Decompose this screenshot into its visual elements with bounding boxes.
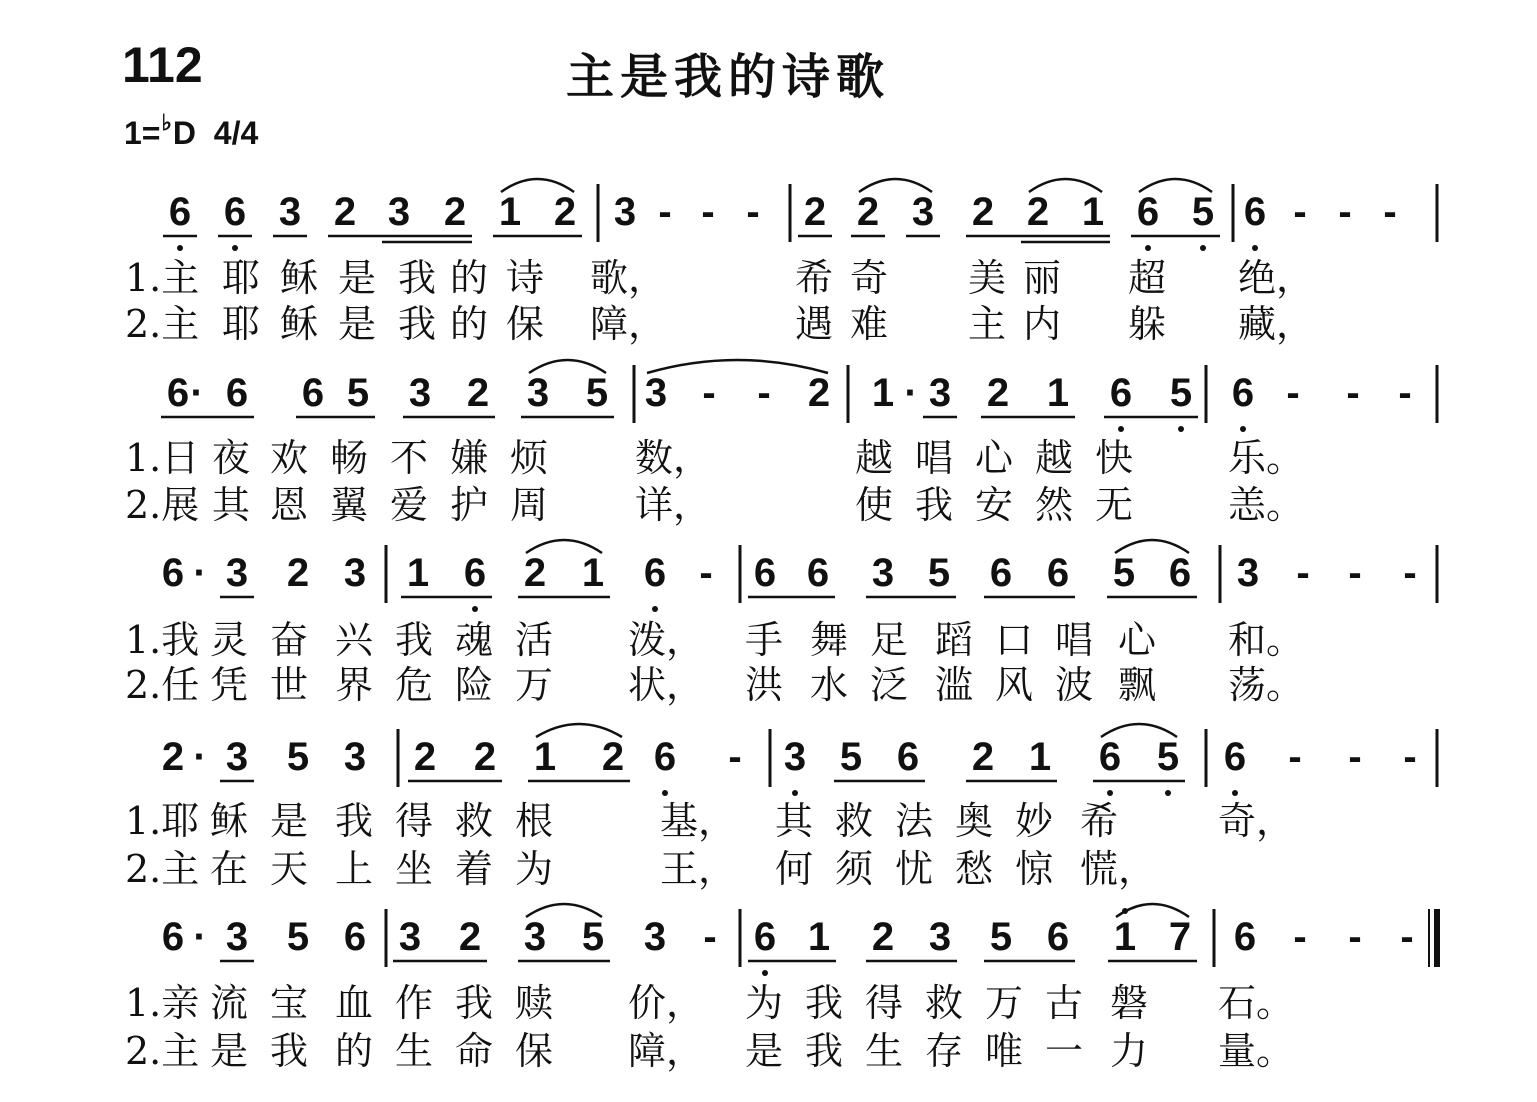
sustain-dash: - — [1293, 915, 1307, 959]
lyric-syllable: 1.亲 — [125, 981, 200, 1025]
note: 2 — [871, 915, 895, 959]
octave-dot-below — [652, 606, 658, 612]
note: 1 — [533, 735, 557, 779]
note: 6 — [1046, 915, 1070, 959]
octave-dot-below — [1165, 790, 1171, 796]
sustain-dash: - — [1286, 371, 1300, 415]
lyric-syllable: 保 — [506, 302, 545, 346]
lyric-syllable: 荡。 — [1228, 663, 1305, 707]
lyric-syllable: 使 — [855, 483, 894, 527]
note: 5 — [346, 371, 370, 415]
lyric-syllable: 石。 — [1218, 981, 1295, 1025]
sustain-dash: - — [728, 735, 742, 779]
sustain-dash: - — [658, 190, 672, 234]
lyric-syllable: 风 — [995, 663, 1034, 707]
lyric-syllable: 周 — [510, 483, 549, 527]
lyric-syllable: 障， — [590, 302, 667, 346]
lyric-syllable: 舞 — [810, 618, 849, 662]
note: 1 — [581, 551, 605, 595]
note: 2 — [443, 190, 467, 234]
lyric-syllable: 慌， — [1080, 847, 1157, 891]
lyric-syllable: 着 — [455, 847, 494, 891]
lyric-syllable: 内 — [1023, 302, 1062, 346]
lyric-syllable: 一 — [1045, 1029, 1084, 1073]
sustain-dash: - — [1288, 735, 1302, 779]
note: 1 — [1028, 735, 1052, 779]
sustain-dash: - — [701, 190, 715, 234]
sustain-dash: - — [1338, 190, 1352, 234]
note: 2 — [458, 915, 482, 959]
lyric-syllable: 为 — [515, 847, 554, 891]
lyric-syllable: 是 — [270, 799, 309, 843]
lyric-syllable: 界 — [335, 663, 374, 707]
note: 5 — [581, 915, 605, 959]
note: 3 — [643, 915, 667, 959]
lyric-syllable: 希 — [795, 256, 834, 300]
lyric-syllable: 是 — [210, 1029, 249, 1073]
key-prefix: 1= — [124, 115, 161, 151]
octave-dot-below — [1145, 245, 1151, 251]
lyric-syllable: 嫌 — [450, 436, 489, 480]
lyric-syllable: 2.主 — [125, 847, 200, 891]
lyric-syllable: 1.日 — [125, 436, 200, 480]
lyric-syllable: 恩 — [270, 483, 309, 527]
note: 6 — [896, 735, 920, 779]
note: 2 — [1026, 190, 1050, 234]
note: 3 — [928, 371, 952, 415]
lyric-syllable: 心 — [1118, 618, 1157, 662]
lyric-syllable: 1.耶 — [125, 799, 200, 843]
lyric-syllable: 心 — [975, 436, 1014, 480]
note: 2 — [413, 735, 437, 779]
lyric-syllable: 奥 — [955, 799, 994, 843]
note: 2 — [333, 190, 357, 234]
lyric-syllable: 上 — [335, 847, 374, 891]
note: 7 — [1168, 915, 1192, 959]
key-note: D — [172, 115, 196, 151]
note: 1 — [1113, 915, 1137, 959]
lyric-syllable: 躲 — [1128, 302, 1167, 346]
lyric-syllable: 水 — [810, 663, 849, 707]
octave-dot-below — [232, 245, 238, 251]
time-signature: 4/4 — [213, 115, 259, 151]
lyric-syllable: 详， — [635, 483, 712, 527]
octave-dot-below — [792, 790, 798, 796]
octave-dot-below — [1178, 426, 1184, 432]
note: 2 — [601, 735, 625, 779]
octave-dot-below — [1252, 245, 1258, 251]
lyric-syllable: 1.我 — [125, 618, 200, 662]
lyric-syllable: 欢 — [270, 436, 309, 480]
lyric-syllable: 夜 — [212, 436, 251, 480]
note: 2 — [803, 190, 827, 234]
flat-sign: ♭ — [161, 110, 172, 135]
lyric-syllable: 障， — [628, 1029, 705, 1073]
lyric-syllable: 流 — [210, 981, 249, 1025]
note: 6 — [166, 371, 190, 415]
lyric-syllable: 状， — [628, 663, 705, 707]
lyric-syllable: 耶 — [222, 256, 261, 300]
note: 5 — [927, 551, 951, 595]
lyric-syllable: 天 — [270, 847, 309, 891]
lyric-syllable: 蹈 — [935, 618, 974, 662]
lyric-syllable: 2.主 — [125, 302, 200, 346]
lyric-syllable: 凭 — [210, 663, 249, 707]
dot-mark: · — [193, 551, 207, 595]
lyric-syllable: 安 — [975, 483, 1014, 527]
dot-mark: · — [904, 371, 918, 415]
note: 6 — [343, 915, 367, 959]
lyric-syllable: 丽 — [1023, 256, 1062, 300]
lyric-syllable: 灵 — [210, 618, 249, 662]
lyric-syllable: 手 — [745, 618, 784, 662]
note: 5 — [839, 735, 863, 779]
lyric-syllable: 越 — [1035, 436, 1074, 480]
octave-dot-below — [762, 970, 768, 976]
lyric-syllable: 救 — [925, 981, 964, 1025]
dot-mark: · — [193, 915, 207, 959]
lyric-syllable: 我 — [455, 981, 494, 1025]
lyric-syllable: 遇 — [795, 302, 834, 346]
sustain-dash: - — [1293, 190, 1307, 234]
lyric-syllable: 的 — [450, 302, 489, 346]
octave-dot-above — [1122, 908, 1128, 914]
lyric-syllable: 奇， — [1218, 799, 1295, 843]
lyric-syllable: 万 — [515, 663, 554, 707]
hymn-title: 主是我的诗歌 — [566, 49, 891, 105]
note: 5 — [989, 915, 1013, 959]
lyric-syllable: 藏， — [1238, 302, 1315, 346]
note: 1 — [807, 915, 831, 959]
lyric-syllable: 救 — [835, 799, 874, 843]
lyric-syllable: 我 — [805, 981, 844, 1025]
lyric-syllable: 不 — [390, 436, 429, 480]
sustain-dash: - — [703, 915, 717, 959]
lyric-syllable: 稣 — [280, 302, 319, 346]
lyric-syllable: 生 — [395, 1029, 434, 1073]
lyric-syllable: 乐。 — [1228, 436, 1305, 480]
lyric-syllable: 翼 — [330, 483, 369, 527]
note: 1 — [1046, 371, 1070, 415]
octave-dot-below — [662, 790, 668, 796]
note: 2 — [523, 551, 547, 595]
note: 6 — [463, 551, 487, 595]
note: 2 — [466, 371, 490, 415]
sustain-dash: - — [1403, 551, 1417, 595]
note: 5 — [585, 371, 609, 415]
octave-dot-below — [1232, 790, 1238, 796]
lyric-syllable: 血 — [335, 981, 374, 1025]
octave-dot-below — [1107, 790, 1113, 796]
lyric-syllable: 是 — [338, 256, 377, 300]
note: 6 — [161, 915, 185, 959]
sustain-dash: - — [1296, 551, 1310, 595]
dot-mark: · — [190, 371, 204, 415]
note: 5 — [1191, 190, 1215, 234]
lyric-syllable: 绝， — [1238, 256, 1315, 300]
octave-dot-below — [177, 245, 183, 251]
note: 3 — [871, 551, 895, 595]
lyric-syllable: 的 — [450, 256, 489, 300]
sustain-dash: - — [1348, 735, 1362, 779]
lyric-syllable: 歌， — [590, 256, 667, 300]
note: 3 — [225, 735, 249, 779]
note: 6 — [643, 551, 667, 595]
sustain-dash: - — [1400, 915, 1414, 959]
note: 6 — [161, 551, 185, 595]
note: 1 — [871, 371, 895, 415]
hymn-number: 112 — [122, 37, 203, 93]
note: 2 — [807, 371, 831, 415]
note: 3 — [278, 190, 302, 234]
note: 2 — [286, 551, 310, 595]
lyric-syllable: 在 — [210, 847, 249, 891]
note: 2 — [971, 735, 995, 779]
lyric-syllable: 超 — [1128, 256, 1167, 300]
note: 2 — [161, 735, 185, 779]
note: 6 — [1233, 915, 1257, 959]
lyric-syllable: 唱 — [915, 436, 954, 480]
note: 2 — [971, 190, 995, 234]
lyric-syllable: 滥 — [935, 663, 974, 707]
lyric-syllable: 美 — [968, 256, 1007, 300]
lyric-syllable: 唯 — [985, 1029, 1024, 1073]
note: 6 — [1109, 371, 1133, 415]
lyric-syllable: 作 — [395, 981, 434, 1025]
note: 5 — [1112, 551, 1136, 595]
lyric-syllable: 主 — [968, 302, 1007, 346]
lyric-syllable: 难 — [850, 302, 889, 346]
lyric-syllable: 危 — [395, 663, 434, 707]
note: 3 — [1236, 551, 1260, 595]
lyric-syllable: 诗 — [506, 256, 545, 300]
sustain-dash: - — [702, 371, 716, 415]
note: 2 — [986, 371, 1010, 415]
note: 6 — [989, 551, 1013, 595]
lyric-syllable: 爱 — [390, 483, 429, 527]
note: 6 — [806, 551, 830, 595]
lyric-syllable: 的 — [335, 1029, 374, 1073]
note: 1 — [406, 551, 430, 595]
lyric-syllable: 我 — [335, 799, 374, 843]
lyric-syllable: 活 — [515, 618, 554, 662]
lyric-syllable: 2.任 — [125, 663, 200, 707]
sustain-dash: - — [1348, 915, 1362, 959]
dot-mark: · — [193, 735, 207, 779]
note: 6 — [223, 190, 247, 234]
note: 3 — [225, 915, 249, 959]
sustain-dash: - — [1346, 371, 1360, 415]
lyric-syllable: 烦 — [510, 436, 549, 480]
lyric-syllable: 赎 — [515, 981, 554, 1025]
lyric-syllable: 存 — [925, 1029, 964, 1073]
octave-dot-below — [1118, 426, 1124, 432]
note: 6 — [1231, 371, 1255, 415]
note: 3 — [523, 915, 547, 959]
lyric-syllable: 救 — [455, 799, 494, 843]
sustain-dash: - — [1383, 190, 1397, 234]
lyric-syllable: 稣 — [210, 799, 249, 843]
note: 3 — [613, 190, 637, 234]
sustain-dash: - — [746, 190, 760, 234]
note: 3 — [343, 735, 367, 779]
lyric-syllable: 力 — [1110, 1029, 1149, 1073]
lyric-syllable: 磐 — [1110, 981, 1149, 1025]
lyric-syllable: 数， — [635, 436, 712, 480]
lyric-syllable: 稣 — [280, 256, 319, 300]
note: 6 — [168, 190, 192, 234]
lyric-syllable: 古 — [1045, 981, 1084, 1025]
lyric-syllable: 其 — [775, 799, 814, 843]
lyric-syllable: 价， — [628, 981, 705, 1025]
note: 5 — [286, 915, 310, 959]
note: 6 — [753, 551, 777, 595]
note: 3 — [408, 371, 432, 415]
lyric-syllable: 和。 — [1228, 618, 1305, 662]
lyric-syllable: 畅 — [330, 436, 369, 480]
lyric-syllable: 唱 — [1055, 618, 1094, 662]
lyric-syllable: 泼， — [628, 618, 705, 662]
lyric-syllable: 得 — [395, 799, 434, 843]
lyric-syllable: 险 — [455, 663, 494, 707]
lyric-syllable: 希 — [1080, 799, 1119, 843]
note: 3 — [398, 915, 422, 959]
lyric-syllable: 为 — [745, 981, 784, 1025]
lyric-syllable: 量。 — [1218, 1029, 1295, 1073]
note: 6 — [1136, 190, 1160, 234]
note: 3 — [911, 190, 935, 234]
lyric-syllable: 万 — [985, 981, 1024, 1025]
lyric-syllable: 洪 — [745, 663, 784, 707]
lyric-syllable: 惊 — [1015, 847, 1054, 891]
note: 6 — [1168, 551, 1192, 595]
note: 6 — [753, 915, 777, 959]
note: 3 — [526, 371, 550, 415]
note: 5 — [1169, 371, 1193, 415]
lyric-syllable: 奋 — [270, 618, 309, 662]
lyric-syllable: 生 — [865, 1029, 904, 1073]
lyric-syllable: 耶 — [222, 302, 261, 346]
lyric-syllable: 然 — [1035, 483, 1074, 527]
lyric-syllable: 妙 — [1015, 799, 1054, 843]
lyric-syllable: 2.主 — [125, 1029, 200, 1073]
lyric-syllable: 我 — [270, 1029, 309, 1073]
note: 3 — [225, 551, 249, 595]
lyric-syllable: 波 — [1055, 663, 1094, 707]
note: 5 — [1156, 735, 1180, 779]
note: 3 — [343, 551, 367, 595]
lyric-syllable: 其 — [212, 483, 251, 527]
sustain-dash: - — [1403, 735, 1417, 779]
note: 3 — [928, 915, 952, 959]
lyric-syllable: 无 — [1095, 483, 1134, 527]
lyric-syllable: 根 — [515, 799, 554, 843]
lyric-syllable: 我 — [915, 483, 954, 527]
lyric-syllable: 世 — [270, 663, 309, 707]
octave-dot-below — [1200, 245, 1206, 251]
sustain-dash: - — [1398, 371, 1412, 415]
lyric-syllable: 是 — [745, 1029, 784, 1073]
note: 2 — [473, 735, 497, 779]
note: 2 — [856, 190, 880, 234]
lyric-syllable: 得 — [865, 981, 904, 1025]
lyric-syllable: 飘 — [1118, 663, 1157, 707]
lyric-syllable: 奇 — [850, 256, 889, 300]
sustain-dash: - — [699, 551, 713, 595]
lyric-syllable: 愁 — [955, 847, 994, 891]
lyric-syllable: 我 — [398, 302, 437, 346]
note: 1 — [1081, 190, 1105, 234]
lyric-syllable: 恙。 — [1228, 483, 1305, 527]
lyric-syllable: 何 — [775, 847, 814, 891]
note: 6 — [301, 371, 325, 415]
lyric-syllable: 足 — [870, 618, 909, 662]
tie-arc — [647, 360, 828, 373]
lyric-syllable: 我 — [398, 256, 437, 300]
lyric-syllable: 坐 — [395, 847, 434, 891]
lyric-syllable: 是 — [338, 302, 377, 346]
note: 6 — [653, 735, 677, 779]
lyric-syllable: 我 — [805, 1029, 844, 1073]
lyric-syllable: 王， — [660, 847, 737, 891]
note: 6 — [225, 371, 249, 415]
octave-dot-below — [1240, 426, 1246, 432]
note: 6 — [1243, 190, 1267, 234]
lyric-syllable: 魂 — [455, 618, 494, 662]
lyric-syllable: 我 — [395, 618, 434, 662]
lyric-syllable: 命 — [455, 1029, 494, 1073]
lyric-syllable: 忧 — [895, 847, 934, 891]
note: 6 — [1223, 735, 1247, 779]
note: 3 — [387, 190, 411, 234]
lyric-syllable: 1.主 — [125, 256, 200, 300]
lyric-syllable: 护 — [450, 483, 489, 527]
lyric-syllable: 保 — [515, 1029, 554, 1073]
lyric-syllable: 须 — [835, 847, 874, 891]
lyric-syllable: 口 — [995, 618, 1034, 662]
note: 3 — [644, 371, 668, 415]
lyric-syllable: 宝 — [270, 981, 309, 1025]
lyric-syllable: 法 — [895, 799, 934, 843]
note: 1 — [498, 190, 522, 234]
note: 6 — [1046, 551, 1070, 595]
note: 5 — [286, 735, 310, 779]
lyric-syllable: 快 — [1095, 436, 1134, 480]
lyric-syllable: 兴 — [335, 618, 374, 662]
lyric-syllable: 越 — [855, 436, 894, 480]
lyric-syllable: 基， — [660, 799, 737, 843]
note: 6 — [1098, 735, 1122, 779]
note: 2 — [553, 190, 577, 234]
octave-dot-below — [472, 606, 478, 612]
sustain-dash: - — [757, 371, 771, 415]
note: 3 — [783, 735, 807, 779]
lyric-syllable: 泛 — [870, 663, 909, 707]
lyric-syllable: 2.展 — [125, 483, 200, 527]
sustain-dash: - — [1348, 551, 1362, 595]
